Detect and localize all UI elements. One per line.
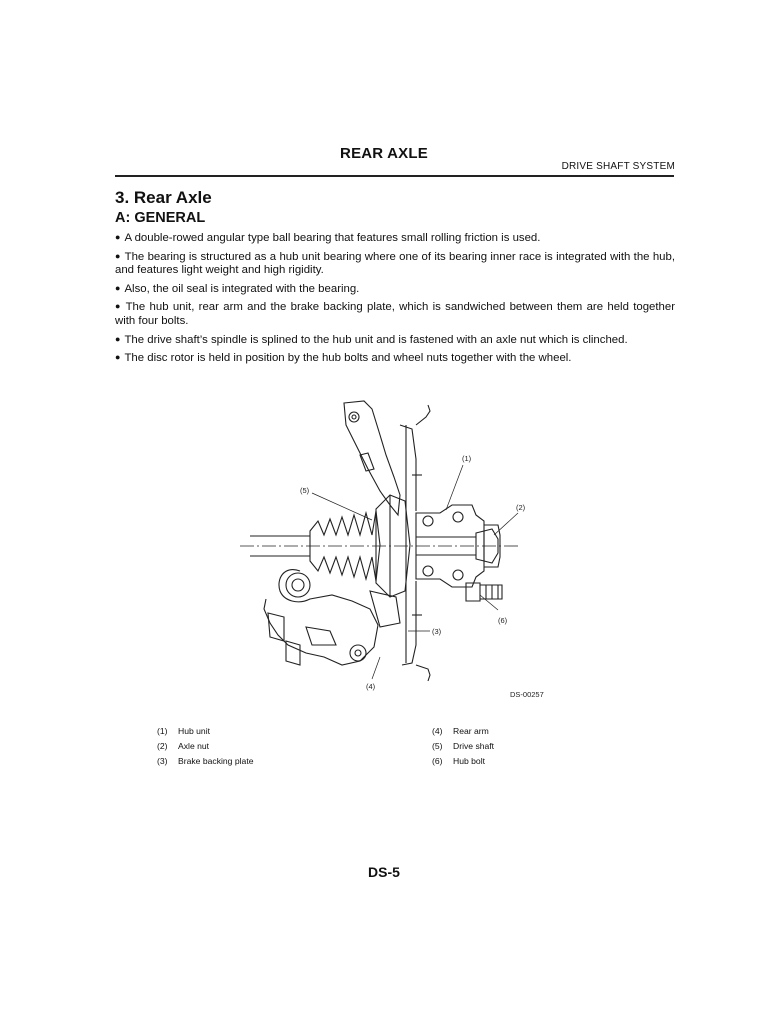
legend-item: (5) Drive shaft: [432, 741, 495, 751]
callout-2: (2): [516, 503, 526, 512]
rear-axle-diagram: [240, 395, 570, 705]
header-rule: [115, 175, 674, 177]
callout-3: (3): [432, 627, 442, 636]
rear-arm-shape: [264, 401, 400, 665]
callout-1: (1): [462, 454, 472, 463]
legend-item: (1) Hub unit: [157, 726, 211, 736]
legend-item: (4) Rear arm: [432, 726, 489, 736]
bullet-icon: ●: [115, 282, 121, 293]
legend-right: [432, 724, 494, 769]
bullet-icon: ●: [115, 352, 121, 363]
brake-backing-plate-shape: [400, 405, 430, 681]
bullet-icon: ●: [115, 232, 121, 242]
bullet-item: ● The disc rotor is held in position by the hub bolts and wheel nuts together with the wheel.: [115, 352, 572, 365]
legend-item: (2) Axle nut: [157, 741, 210, 751]
figure-code: DS-00257: [510, 690, 544, 699]
bullet-list: [115, 231, 675, 370]
callout-4: (4): [366, 682, 376, 691]
page-number: DS-5: [368, 864, 400, 880]
bullet-item: ● Also, the oil seal is integrated with the bearing.: [115, 282, 360, 295]
bullet-item: ● The drive shaft’s spindle is splined to the hub unit and is fastened with an axle nut which is clinched.: [115, 333, 628, 346]
section-subtitle: A: GENERAL: [115, 210, 206, 226]
callout-5: (5): [300, 486, 310, 495]
callout-6: (6): [498, 616, 508, 625]
bullet-item: ● A double-rowed angular type ball bearing that features small rolling friction is used.: [115, 232, 541, 244]
legend-left: [157, 724, 253, 769]
bullet-item: ● The bearing is structured as a hub unit bearing where one of its bearing inner race is integrated with the hub, and features light weight and high rigidity.: [115, 250, 675, 277]
bullet-item: ● The hub unit, rear arm and the brake backing plate, which is sandwiched between them are held together with four bolts.: [115, 301, 676, 327]
section-title: 3. Rear Axle: [115, 188, 212, 207]
legend-item: (3) Brake backing plate: [157, 756, 254, 766]
bullet-icon: ●: [115, 333, 121, 344]
bullet-icon: ●: [115, 250, 121, 261]
bullet-icon: ●: [115, 301, 122, 312]
header-subtitle: DRIVE SHAFT SYSTEM: [561, 161, 675, 172]
header-title: REAR AXLE: [340, 145, 428, 162]
legend-item: (6) Hub bolt: [432, 756, 486, 766]
